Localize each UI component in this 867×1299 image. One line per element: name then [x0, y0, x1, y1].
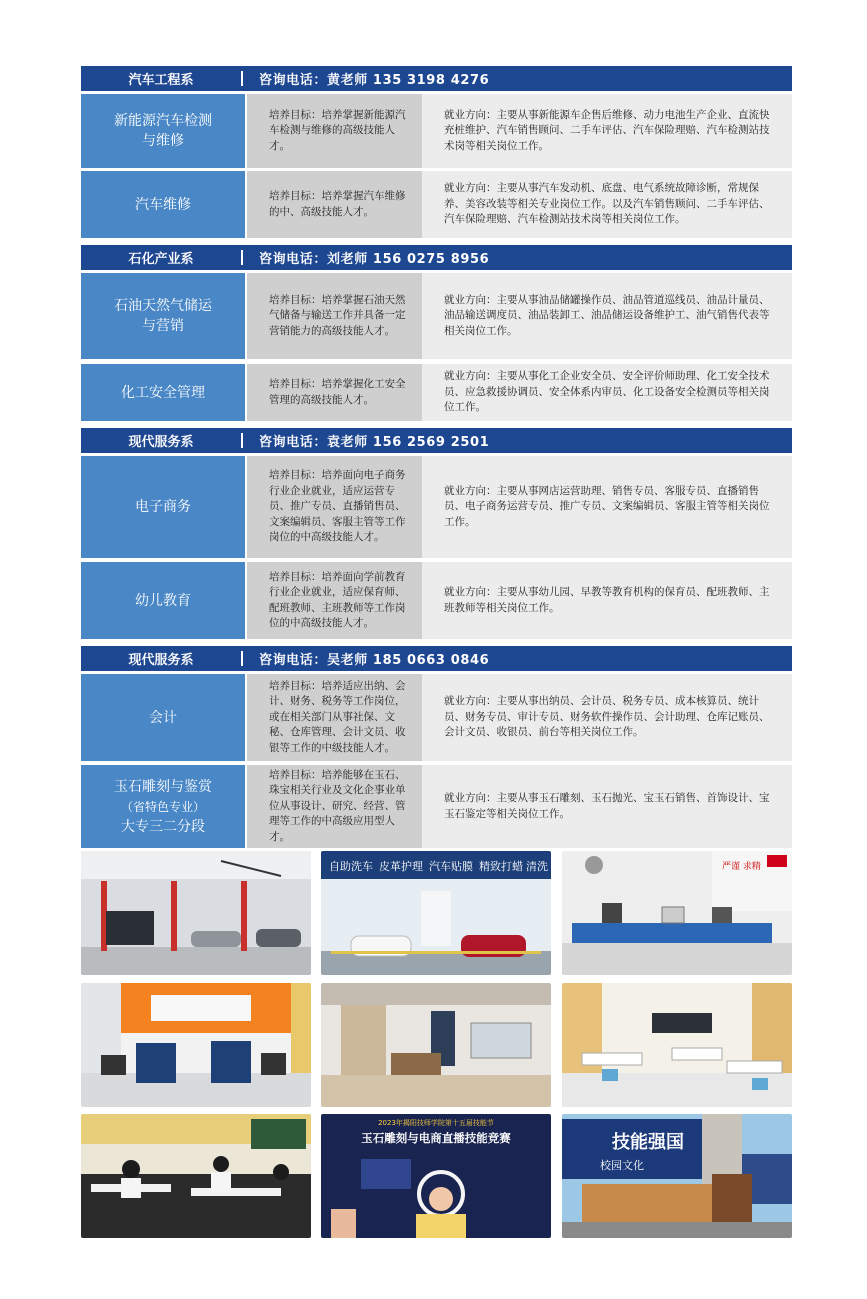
major-name: 玉石雕刻与鉴赏 （省特色专业） 大专三二分段	[81, 765, 245, 848]
major-goal: 培养目标：培养掌握石油天然气储备与输送工作并具备一定营销能力的高级技能人才。	[247, 273, 422, 359]
major-name: 电子商务	[81, 456, 245, 558]
major-row	[81, 364, 792, 421]
contact-phone: 咨询电话：刘老师 156 0275 8956	[259, 252, 490, 267]
major-row	[81, 674, 792, 761]
major-name: 汽车维修	[81, 171, 245, 238]
major-goal: 培养目标：培养掌握新能源汽车检测与维修的高级技能人才。	[247, 94, 422, 168]
contact-phone: 咨询电话：吴老师 185 0663 0846	[259, 653, 490, 668]
major-goal: 培养目标：培养掌握化工安全管理的高级技能人才。	[247, 364, 422, 421]
major-name: 会计	[81, 674, 245, 761]
major-goal: 培养目标：培养能够在玉石、珠宝相关行业及文化企事业单位从事设计、研究、经营、管理等工作的中高级应用型人才。	[247, 765, 422, 848]
major-row	[81, 171, 792, 238]
major-row	[81, 273, 792, 359]
major-job: 就业方向：主要从事玉石雕刻、玉石抛光、宝玉石销售、首饰设计、宝玉石鉴定等相关岗位工作。	[422, 765, 792, 848]
major-row	[81, 94, 792, 168]
major-job: 就业方向：主要从事网店运营助理、销售专员、客服专员、直播销售员、电子商务运营专员、推广专员、文案编辑员、客服主管等相关岗位工作。	[422, 456, 792, 558]
photo-car-care-center	[321, 851, 551, 975]
section-header	[81, 245, 792, 270]
banner-text: 自助洗车	[329, 860, 373, 873]
divider	[241, 71, 243, 86]
dept-name: 石化产业系	[128, 252, 194, 267]
banner-text: 2023年揭阳技师学院第十五届技能节	[378, 1119, 494, 1127]
major-job: 就业方向：主要从事新能源车企售后维修、动力电池生产企业、直流快充桩维护、汽车销售顾问、二手车评估、汽车保险理赔、汽车检测站技术岗等相关岗位工作。	[422, 94, 792, 168]
major-goal: 培养目标：培养面向电子商务行业企业就业，适应运营专员、推广专员、直播销售员、文案编辑员、客服主管等工作岗位的中高级技能人才。	[247, 456, 422, 558]
major-row	[81, 765, 792, 848]
photo-livestream-contest	[321, 1114, 551, 1238]
major-name: 新能源汽车检测 与维修	[81, 94, 245, 168]
divider	[241, 433, 243, 448]
major-name: 石油天然气储运 与营销	[81, 273, 245, 359]
contact-phone: 咨询电话：黄老师 135 3198 4276	[259, 73, 490, 88]
photo-piano-class	[81, 1114, 311, 1238]
section-header	[81, 646, 792, 671]
banner-text: 皮革护理	[379, 860, 423, 873]
major-job: 就业方向：主要从事幼儿园、早教等教育机构的保育员、配班教师、主班教师等相关岗位工作。	[422, 562, 792, 639]
dept-name: 现代服务系	[128, 435, 194, 450]
major-job: 就业方向：主要从事油品储罐操作员、油品管道巡线员、油品计量员、油品输送调度员、油品装卸工、油品储运设备维护工、油气销售代表等相关岗位工作。	[422, 273, 792, 359]
photo-auto-workshop	[81, 851, 311, 975]
major-goal: 培养目标：培养适应出纳、会计、财务、税务等工作岗位，或在相关部门从事社保、文秘、仓库管理、会计文员、收银等工作的中级技能人才。	[247, 674, 422, 761]
banner-text: 精致打蜡	[479, 860, 523, 873]
dept-name: 现代服务系	[128, 653, 194, 668]
major-name: 幼儿教育	[81, 562, 245, 639]
major-name: 化工安全管理	[81, 364, 245, 421]
banner-text: 校园文化	[600, 1159, 644, 1172]
photo-chem-lab	[562, 851, 792, 975]
banner-text: 玉石雕刻与电商直播技能竞赛	[361, 1131, 511, 1145]
major-job: 就业方向：主要从事化工企业安全员、安全评价师助理、化工安全技术员、应急救援协调员、安全体系内审员、化工设备安全检测员等相关岗位工作。	[422, 364, 792, 421]
section-header	[81, 428, 792, 453]
banner-text: 汽车贴膜	[429, 860, 473, 873]
major-row	[81, 456, 792, 558]
banner-text: 技能强国	[612, 1132, 684, 1153]
dept-name: 汽车工程系	[128, 73, 194, 88]
divider	[241, 250, 243, 265]
section-header	[81, 66, 792, 91]
major-job: 就业方向：主要从事出纳员、会计员、税务专员、成本核算员、统计员、财务专员、审计专员、财务软件操作员、会计助理、仓库记账员、会计文员、收银员、前台等相关岗位工作。	[422, 674, 792, 761]
photo-culture-festival	[562, 1114, 792, 1238]
photo-classroom	[562, 983, 792, 1107]
major-goal: 培养目标：培养面向学前教育行业企业就业，适应保育师、配班教师、主班教师等工作岗位的中高级技能人才。	[247, 562, 422, 639]
photo-jade-showroom	[321, 983, 551, 1107]
major-goal: 培养目标：培养掌握汽车维修的中、高级技能人才。	[247, 171, 422, 238]
contact-phone: 咨询电话：袁老师 156 2569 2501	[259, 435, 490, 450]
banner-text: 清洗	[526, 860, 548, 873]
divider	[241, 651, 243, 666]
major-row	[81, 562, 792, 639]
photo-computer-lab	[81, 983, 311, 1107]
major-job: 就业方向：主要从事汽车发动机、底盘、电气系统故障诊断，常规保养、美容改装等相关专业岗位工作。以及汽车销售顾问、二手车评估、汽车保险理赔、汽车检测站技术岗等相关岗位工作。	[422, 171, 792, 238]
banner-text: 严谨 求精	[722, 862, 761, 872]
